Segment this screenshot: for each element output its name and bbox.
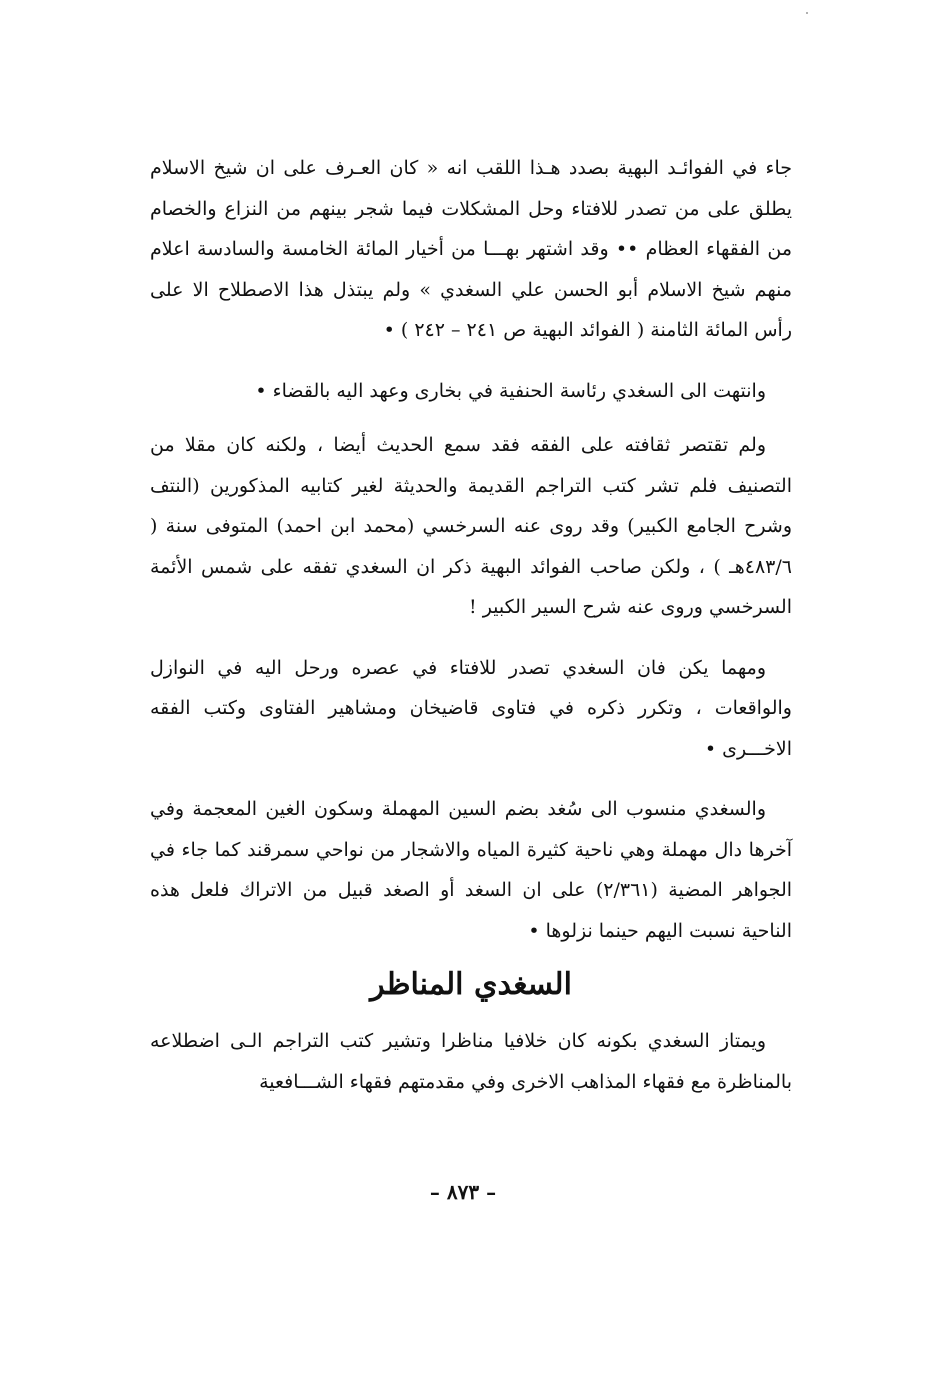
section-heading: السغدي المناظر (370, 967, 572, 1002)
paragraph-nisba: والسغدي منسوب الى سُغد بضم السين المهملة وسكون الغين المعجمة وفي آخرها دال مهملة وهي ناحية كثيرة المياه والاشجار من نواحي سمرقند كما جاء في الجواهر المضية (٢/٣٦١) على ان السغد أو الصغد قبيل من الاتراك فلعل هذه الناحية نسبت اليهم حينما نزلوها • (150, 798, 793, 942)
paragraph-spacer (150, 351, 792, 371)
paragraph-fawaid-quote: جاء في الفوائـد البهية بصدد هـذا اللقب انه « كان العـرف على ان شيخ الاسلام يطلق على من تصدر للافتاء وحل المشكلات فيما شجر بينهم من النزاع والخصام من الفقهاء العظام •• وقد اشتهر بهـــا من أخيار المائة الخامسة والسادسة اعلام منهم شيخ الاسلام أبو الحسن علي السغدي » ولم يبتذل هذا الاصطلاح الا على رأس المائة الثامنة ( الفوائد البهية ص ٢٤١ – ٢٤٢ ) • (150, 157, 792, 341)
paragraph-spacer (150, 628, 792, 648)
text-column (150, 148, 792, 1102)
paragraph-spacer (150, 769, 792, 789)
paragraph-spacer (150, 411, 792, 425)
paragraph-hanafi-leadership: وانتهت الى السغدي رئاسة الحنفية في بخارى وعهد اليه بالقضاء • (255, 379, 766, 402)
paragraph-fatwa: ومهما يكن فان السغدي تصدر للافتاء في عصره ورحل اليه في النوازل والواقعات ، وتكرر ذكره في فتاوى قاضيخان ومشاهير الفتاوى وكتب الفقه الاخـــرى • (150, 656, 792, 760)
scan-speck (806, 12, 808, 14)
paragraph-scholarship: ولم تقتصر ثقافته على الفقه فقد سمع الحديث أيضا ، ولكنه كان مقلا من التصنيف فلم تشر كتب التراجم القديمة والحديثة لغير كتابيه المذكورين (النتف وشرح الجامع الكبير) وقد روى عنه السرخسي (محمد ابن احمد) المتوفى سنة ( ٤٨٣/٦هـ ) ، ولكن صاحب الفوائد البهية ذكر ان السغدي تفقه على شمس الأئمة السرخسي وروى عنه شرح السير الكبير ! (150, 434, 792, 618)
paragraph-debater: ويمتاز السغدي بكونه كان خلافيا مناظرا وتشير كتب التراجم الـى اضطلاعه بالمناظرة مع فقهاء المذاهب الاخرى وفي مقدمتهم فقهاء الشـــافعية (150, 1030, 792, 1093)
page-number: – ٨٧٣ – (429, 1180, 497, 1204)
